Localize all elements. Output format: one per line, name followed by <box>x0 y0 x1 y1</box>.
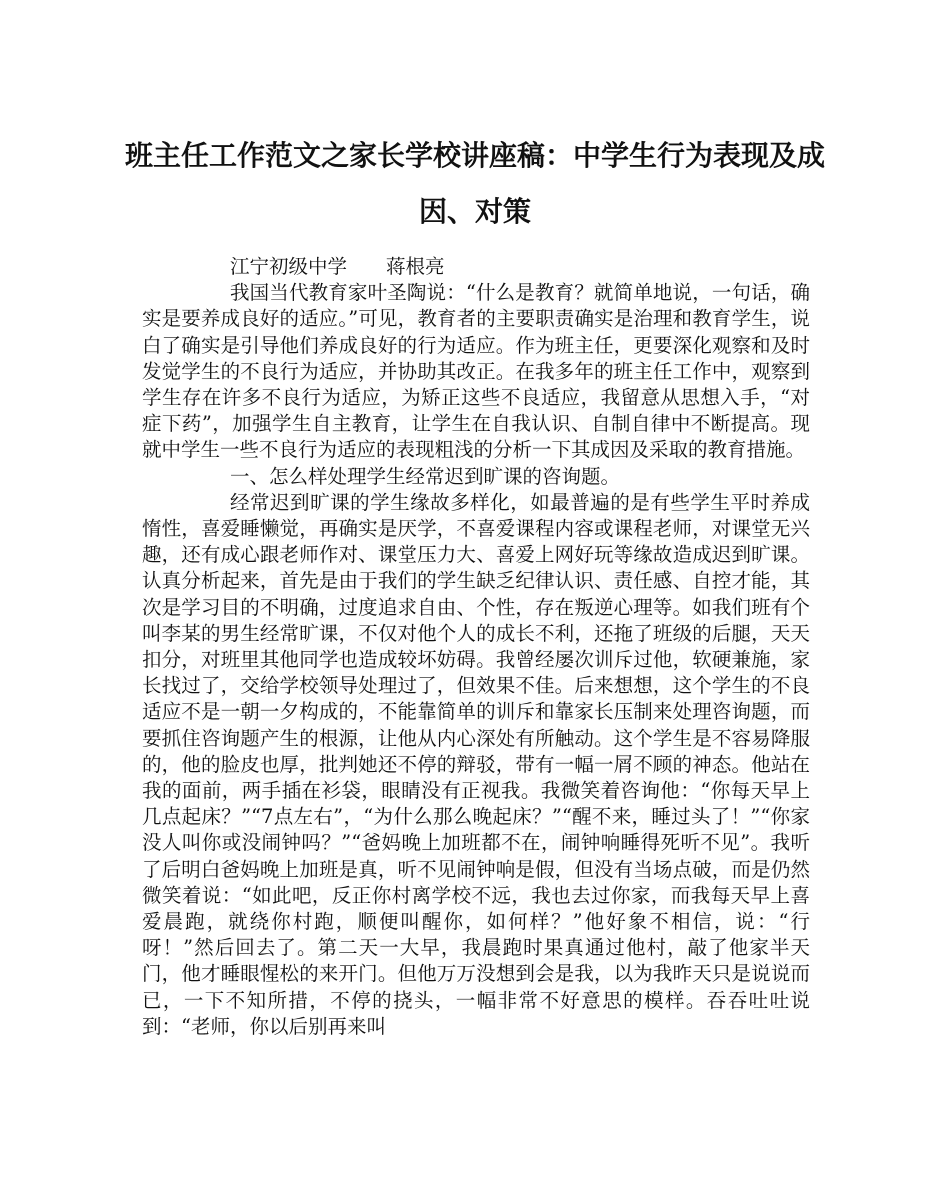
author-line: 江宁初级中学 蒋根亮 <box>230 255 445 278</box>
section-heading: 一、怎么样处理学生经常迟到旷课的咨询题。 <box>230 464 621 488</box>
document-body <box>142 254 810 1040</box>
intro-paragraph: 我国当代教育家叶圣陶说：“什么是教育？就简单地说，一句话，确实是要养成良好的适应。”可见，教育者的主要职责确实是治理和教育学生，说白了确实是引导他们养成良好的行为适应。作为班主任，更要深化观察和及时发觉学生的不良行为适应，并协助其改正。在我多年的班主任工作中，观察到学生存在许多不良行为适应，为矫正这些不良适应，我留意从思想入手，“对症下药”，加强学生自主教育，让学生在自我认识、自制自律中不断提高。现就中学生一些不良行为适应的表现粗浅的分析一下其成因及采取的教育措施。 <box>142 281 810 462</box>
section-paragraph: 经常迟到旷课的学生缘故多样化，如最普遍的是有些学生平时养成惰性，喜爱睡懒觉，再确实是厌学，不喜爱课程内容或课程老师，对课堂无兴趣，还有成心跟老师作对、课堂压力大、喜爱上网好玩等缘故造成迟到旷课。认真分析起来，首先是由于我们的学生缺乏纪律认识、责任感、自控才能，其次是学习目的不明确，过度追求自由、个性，存在叛逆心理等。如我们班有个叫李某的男生经常旷课，不仅对他个人的成长不利，还拖了班级的后腿，天天扣分，对班里其他同学也造成较坏妨碍。我曾经屡次训斥过他，软硬兼施，家长找过了，交给学校领导处理过了，但效果不佳。后来想想，这个学生的不良适应不是一朝一夕构成的，不能靠简单的训斥和靠家长压制来处理咨询题，而要抓住咨询题产生的根源，让他从内心深处有所触动。这个学生是不容易降服的，他的脸皮也厚，批判她还不停的辩驳，带有一幅一屑不顾的神态。他站在我的面前，两手插在衫袋，眼睛没有正视我。我微笑着咨询他：“你每天早上几点起床？”“7点左右”，“为什么那么晚起床？”“醒不来，睡过头了！”“你家没人叫你或没闹钟吗？”“爸妈晚上加班都不在，闹钟响睡得死听不见”。我听了后明白爸妈晚上加班是真，听不见闹钟响是假，但没有当场点破，而是仍然微笑着说：“如此吧，反正你村离学校不远，我也去过你家，而我每天早上喜爱晨跑，就绕你村跑，顺便叫醒你，如何样？”他好象不相信，说：“行呀！”然后回去了。第二天一大早，我晨跑时果真通过他村，敲了他家半天门，他才睡眼惺松的来开门。但他万万没想到会是我，以为我昨天只是说说而已，一下不知所措，不停的挠头，一幅非常不好意思的模样。吞吞吐吐说到：“老师，你以后别再来叫 <box>142 490 810 1038</box>
document-title: 班主任工作范文之家长学校讲座稿：中学生行为表现及成因、对策 <box>124 139 825 228</box>
